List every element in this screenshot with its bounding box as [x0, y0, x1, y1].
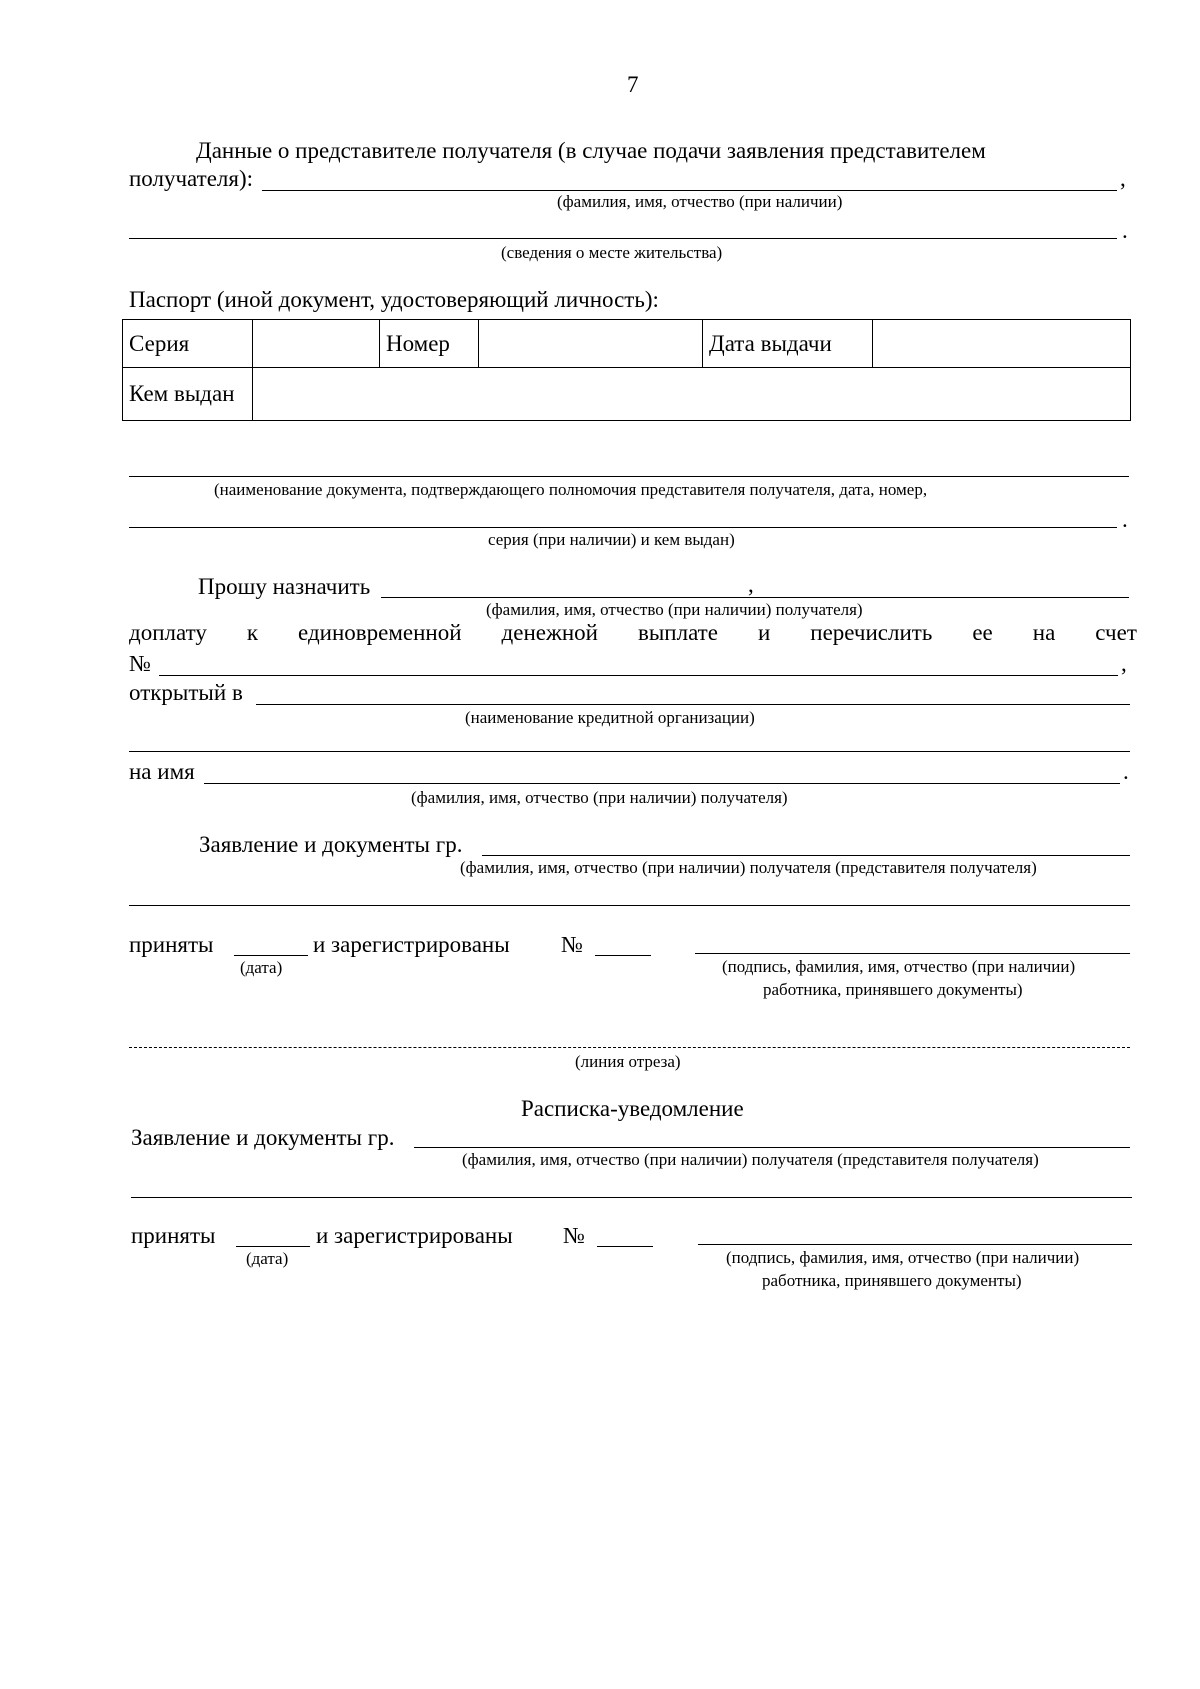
receipt-person-field[interactable] [414, 1147, 1130, 1148]
registered-label: и зарегистрированы [313, 932, 510, 957]
in-name-label: на имя [129, 759, 195, 784]
passport-heading: Паспорт (иной документ, удостоверяющий личность): [129, 287, 659, 312]
comma-mark: , [748, 572, 754, 597]
acceptance-lead: Заявление и документы гр. [199, 832, 463, 857]
passport-issue-date-label: Дата выдачи [703, 320, 873, 368]
receipt-title: Расписка-уведомление [521, 1096, 744, 1121]
number-sign: № [561, 932, 583, 957]
acceptance-person-field-2[interactable] [129, 905, 1130, 906]
comma-mark: , [1121, 651, 1127, 676]
caption-authority-line2: серия (при наличии) и кем выдан) [488, 530, 735, 549]
receipt-number-field[interactable] [597, 1246, 653, 1247]
authority-document-field-1[interactable] [129, 476, 1129, 477]
passport-series-field[interactable] [253, 320, 380, 368]
caption-residence: (сведения о месте жительства) [501, 243, 723, 262]
account-label: № [129, 651, 151, 676]
receipt-signature-field[interactable] [698, 1244, 1132, 1245]
caption-recipient-2: (фамилия, имя, отчество (при наличии) получателя) [411, 788, 788, 807]
caption-acceptance-person: (фамилия, имя, отчество (при наличии) получателя (представителя получателя) [460, 858, 1037, 877]
word: выплате [637, 620, 718, 645]
passport-issued-by-label: Кем выдан [123, 368, 253, 421]
representative-residence-field[interactable] [129, 238, 1117, 239]
request-justified-line [129, 620, 1137, 646]
caption-cut-line: (линия отреза) [575, 1052, 681, 1071]
accepted-label: приняты [129, 932, 214, 957]
comma-mark: , [1120, 166, 1126, 191]
caption-bank: (наименование кредитной организации) [465, 708, 755, 727]
caption-representative-name: (фамилия, имя, отчество (при наличии) [557, 192, 843, 211]
passport-number-label: Номер [380, 320, 479, 368]
page-number: 7 [627, 72, 639, 97]
acceptance-person-field[interactable] [482, 855, 1130, 856]
receipt-person-field-2[interactable] [131, 1197, 1132, 1198]
bank-name-field-2[interactable] [129, 751, 1130, 752]
account-holder-field[interactable] [204, 783, 1120, 784]
representative-intro-line2: получателя): [129, 166, 254, 191]
caption-receipt-signature-line1: (подпись, фамилия, имя, отчество (при наличии) [726, 1248, 1080, 1267]
passport-issue-date-field[interactable] [873, 320, 1131, 368]
receipt-date-field[interactable] [236, 1246, 310, 1247]
word: перечислить [810, 620, 933, 645]
caption-receipt-signature-line2: работника, принявшего документы) [762, 1271, 1022, 1290]
caption-signature-line1: (подпись, фамилия, имя, отчество (при наличии) [722, 957, 1076, 976]
caption-date: (дата) [240, 958, 283, 977]
caption-recipient: (фамилия, имя, отчество (при наличии) получателя) [486, 600, 863, 619]
receipt-accepted-label: приняты [131, 1223, 216, 1248]
signature-field[interactable] [695, 953, 1130, 954]
request-lead: Прошу назначить [198, 574, 371, 599]
period-mark: . [1122, 218, 1128, 243]
cut-line [129, 1047, 1130, 1048]
period-mark: . [1122, 507, 1128, 532]
bank-name-field[interactable] [256, 704, 1130, 705]
word: денежной [501, 620, 598, 645]
period-mark: . [1123, 759, 1129, 784]
word: ее [972, 620, 993, 645]
word: счет [1095, 620, 1137, 645]
passport-table [122, 319, 1131, 421]
authority-document-field-2[interactable] [129, 527, 1117, 528]
word: доплату [129, 620, 207, 645]
word: к [246, 620, 259, 645]
acceptance-date-field[interactable] [234, 955, 308, 956]
word: единовременной [298, 620, 462, 645]
representative-name-field[interactable] [262, 190, 1117, 191]
receipt-registered-label: и зарегистрированы [316, 1223, 513, 1248]
receipt-lead: Заявление и документы гр. [131, 1125, 395, 1150]
passport-issued-by-field[interactable] [253, 368, 1131, 421]
representative-intro-line1: Данные о представителе получателя (в случае подачи заявления представителем [196, 138, 986, 163]
opened-in-label: открытый в [129, 680, 243, 705]
caption-authority-line1: (наименование документа, подтверждающего полномочия представителя получателя, дата, номер, [214, 480, 928, 499]
word: и [757, 620, 771, 645]
caption-signature-line2: работника, принявшего документы) [763, 980, 1023, 999]
request-recipient-field[interactable] [381, 597, 1129, 598]
registration-number-field[interactable] [595, 955, 651, 956]
receipt-number-sign: № [563, 1223, 585, 1248]
account-number-field[interactable] [159, 675, 1118, 676]
passport-number-field[interactable] [479, 320, 703, 368]
caption-receipt-date: (дата) [246, 1249, 289, 1268]
caption-receipt-person: (фамилия, имя, отчество (при наличии) получателя (представителя получателя) [462, 1150, 1039, 1169]
word: на [1032, 620, 1056, 645]
passport-series-label: Серия [123, 320, 253, 368]
